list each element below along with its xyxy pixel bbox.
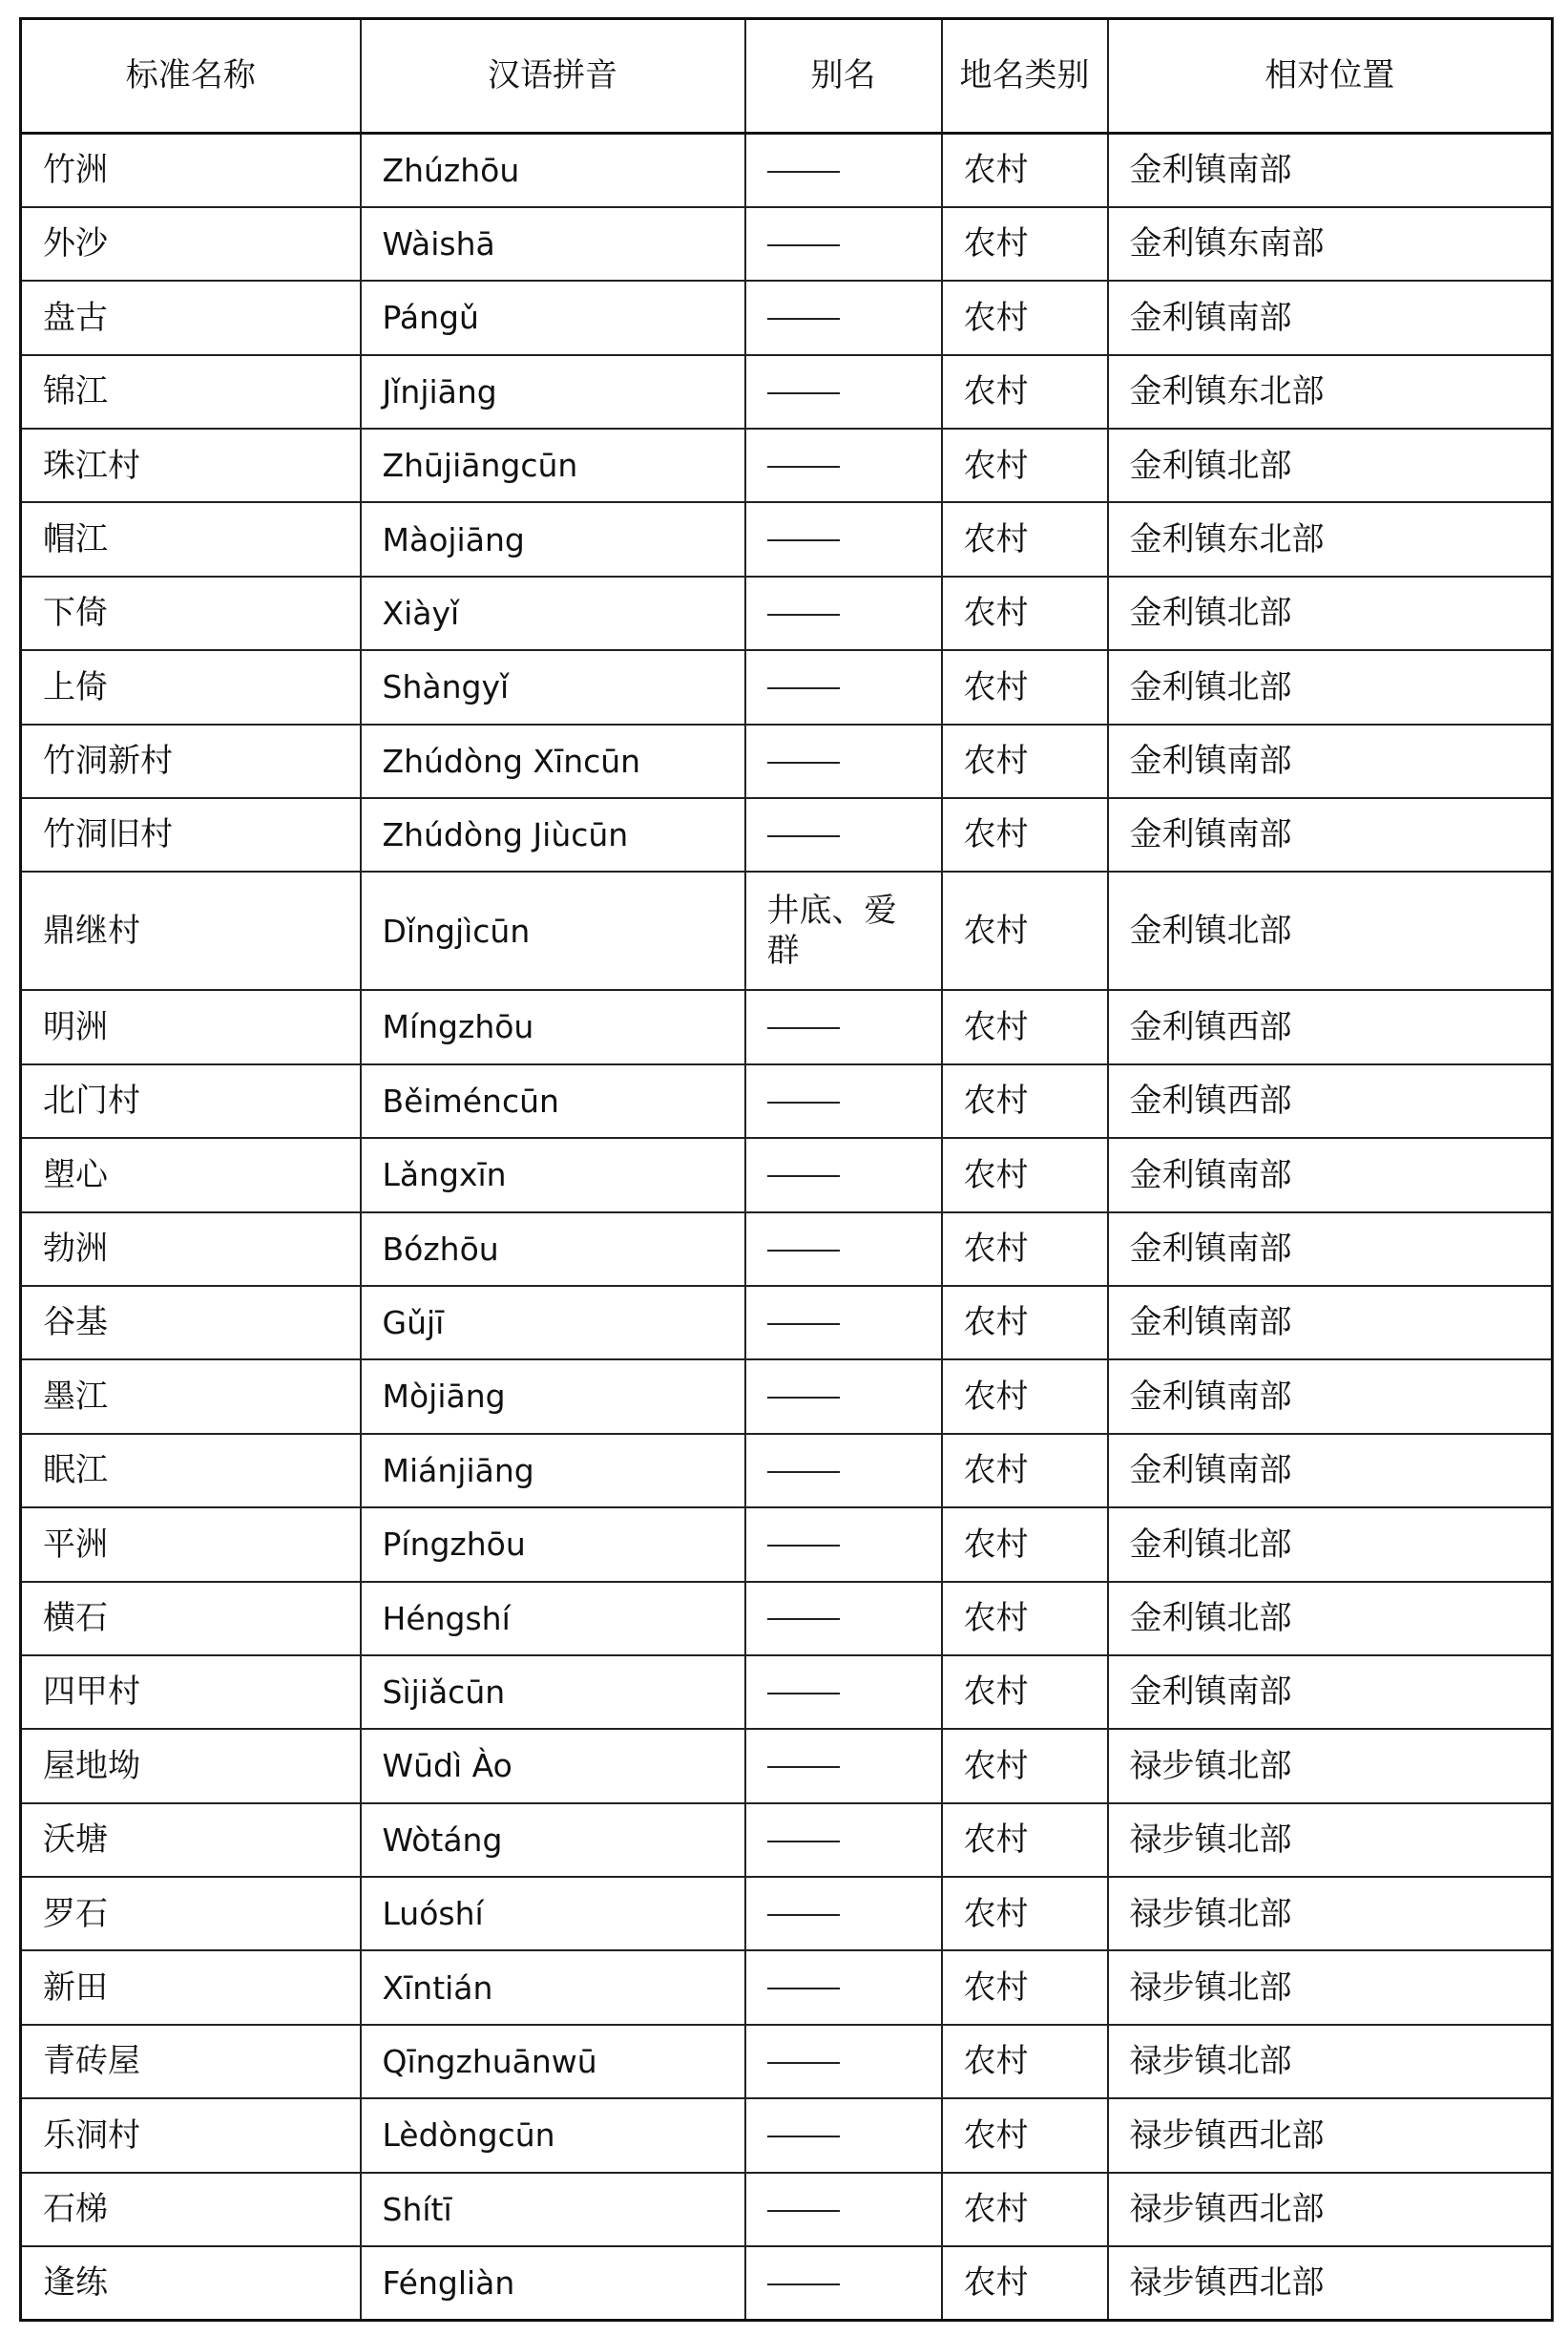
cell-standard-name: 北门村 — [21, 1064, 361, 1138]
table-row — [21, 1286, 1553, 1359]
cell-alias — [745, 502, 942, 576]
cell-category: 农村 — [942, 355, 1108, 429]
cell-pinyin: Lǎngxīn — [361, 1138, 745, 1211]
cell-pinyin: Gǔjī — [361, 1286, 745, 1359]
table-row — [21, 798, 1553, 872]
cell-pinyin: Xiàyǐ — [361, 577, 745, 650]
table-row — [21, 1359, 1553, 1433]
cell-location: 金利镇南部 — [1108, 1359, 1553, 1433]
cell-standard-name: 竹洲 — [21, 134, 361, 207]
cell-alias — [745, 650, 942, 724]
cell-category: 农村 — [942, 1582, 1108, 1655]
empty-dash — [767, 835, 840, 837]
table-row — [21, 1064, 1553, 1138]
cell-alias — [745, 798, 942, 872]
cell-pinyin: Mòjiāng — [361, 1359, 745, 1433]
cell-category: 农村 — [942, 1877, 1108, 1950]
cell-standard-name: 勃洲 — [21, 1212, 361, 1286]
table-row — [21, 1582, 1553, 1655]
cell-pinyin: Luóshí — [361, 1877, 745, 1950]
cell-category: 农村 — [942, 2173, 1108, 2246]
cell-alias — [745, 1434, 942, 1507]
cell-category: 农村 — [942, 1655, 1108, 1729]
cell-standard-name: 帽江 — [21, 502, 361, 576]
table-row — [21, 1212, 1553, 1286]
cell-pinyin: Pángǔ — [361, 281, 745, 354]
empty-dash — [767, 1102, 840, 1104]
place-name-table — [19, 17, 1554, 2322]
table-row — [21, 2025, 1553, 2098]
table-row — [21, 281, 1553, 354]
table-row — [21, 1138, 1553, 1211]
table-row — [21, 1877, 1553, 1950]
empty-dash — [767, 1323, 840, 1325]
table-row — [21, 1950, 1553, 2024]
cell-category: 农村 — [942, 1803, 1108, 1877]
cell-location: 禄步镇西北部 — [1108, 2098, 1553, 2172]
cell-alias — [745, 1655, 942, 1729]
cell-standard-name: 盘古 — [21, 281, 361, 354]
cell-standard-name: 塱心 — [21, 1138, 361, 1211]
cell-category: 农村 — [942, 2246, 1108, 2320]
table-row — [21, 1803, 1553, 1877]
cell-location: 金利镇南部 — [1108, 798, 1553, 872]
table-row — [21, 207, 1553, 281]
empty-dash — [767, 2062, 840, 2064]
cell-standard-name: 平洲 — [21, 1507, 361, 1581]
empty-dash — [767, 539, 840, 541]
cell-alias — [745, 2246, 942, 2320]
cell-location: 金利镇南部 — [1108, 281, 1553, 354]
cell-standard-name: 四甲村 — [21, 1655, 361, 1729]
cell-alias — [745, 1359, 942, 1433]
empty-dash — [767, 1618, 840, 1620]
empty-dash — [767, 1397, 840, 1399]
cell-location: 禄步镇北部 — [1108, 1803, 1553, 1877]
empty-dash — [767, 1175, 840, 1177]
cell-location: 金利镇南部 — [1108, 1434, 1553, 1507]
cell-standard-name: 锦江 — [21, 355, 361, 429]
cell-standard-name: 石梯 — [21, 2173, 361, 2246]
header-category: 地名类别 — [942, 19, 1108, 134]
cell-alias — [745, 2025, 942, 2098]
cell-category: 农村 — [942, 1064, 1108, 1138]
cell-alias: 井底、爱群 — [745, 872, 942, 990]
cell-category: 农村 — [942, 798, 1108, 872]
cell-pinyin: Shítī — [361, 2173, 745, 2246]
empty-dash — [767, 2283, 840, 2285]
cell-category: 农村 — [942, 1434, 1108, 1507]
cell-alias — [745, 1286, 942, 1359]
cell-standard-name: 外沙 — [21, 207, 361, 281]
cell-standard-name: 墨江 — [21, 1359, 361, 1433]
cell-alias — [745, 2098, 942, 2172]
cell-pinyin: Shàngyǐ — [361, 650, 745, 724]
cell-category: 农村 — [942, 1359, 1108, 1433]
cell-location: 金利镇东北部 — [1108, 355, 1553, 429]
header-location: 相对位置 — [1108, 19, 1553, 134]
cell-alias — [745, 1729, 942, 1802]
cell-standard-name: 上倚 — [21, 650, 361, 724]
cell-pinyin: Píngzhōu — [361, 1507, 745, 1581]
cell-alias — [745, 1582, 942, 1655]
cell-location: 禄步镇西北部 — [1108, 2173, 1553, 2246]
cell-location: 禄步镇北部 — [1108, 2025, 1553, 2098]
cell-location: 金利镇南部 — [1108, 1138, 1553, 1211]
header-alias: 别名 — [745, 19, 942, 134]
cell-alias — [745, 281, 942, 354]
table-row — [21, 1507, 1553, 1581]
cell-location: 禄步镇西北部 — [1108, 2246, 1553, 2320]
table-row — [21, 577, 1553, 650]
cell-alias — [745, 1507, 942, 1581]
cell-standard-name: 沃塘 — [21, 1803, 361, 1877]
table-row — [21, 355, 1553, 429]
cell-category: 农村 — [942, 1138, 1108, 1211]
cell-location: 金利镇西部 — [1108, 990, 1553, 1063]
cell-category: 农村 — [942, 2025, 1108, 2098]
table-body — [21, 134, 1553, 2321]
cell-standard-name: 明洲 — [21, 990, 361, 1063]
cell-alias — [745, 1064, 942, 1138]
empty-dash — [767, 392, 840, 394]
cell-category: 农村 — [942, 207, 1108, 281]
cell-standard-name: 竹洞新村 — [21, 725, 361, 798]
cell-alias — [745, 1877, 942, 1950]
cell-standard-name: 眠江 — [21, 1434, 361, 1507]
cell-pinyin: Míngzhōu — [361, 990, 745, 1063]
cell-category: 农村 — [942, 1729, 1108, 1802]
cell-category: 农村 — [942, 502, 1108, 576]
cell-standard-name: 青砖屋 — [21, 2025, 361, 2098]
cell-category: 农村 — [942, 429, 1108, 502]
cell-pinyin: Zhúdòng Xīncūn — [361, 725, 745, 798]
cell-standard-name: 横石 — [21, 1582, 361, 1655]
cell-category: 农村 — [942, 725, 1108, 798]
empty-dash — [767, 1693, 840, 1694]
cell-pinyin: Màojiāng — [361, 502, 745, 576]
cell-pinyin: Zhūjiāngcūn — [361, 429, 745, 502]
empty-dash — [767, 1250, 840, 1252]
header-pinyin: 汉语拼音 — [361, 19, 745, 134]
cell-alias — [745, 1803, 942, 1877]
empty-dash — [767, 762, 840, 764]
cell-alias — [745, 990, 942, 1063]
empty-dash — [767, 2136, 840, 2137]
cell-location: 金利镇北部 — [1108, 577, 1553, 650]
table-row — [21, 502, 1553, 576]
empty-dash — [767, 1766, 840, 1768]
cell-location: 金利镇北部 — [1108, 650, 1553, 724]
cell-location: 金利镇南部 — [1108, 1655, 1553, 1729]
empty-dash — [767, 466, 840, 468]
cell-standard-name: 鼎继村 — [21, 872, 361, 990]
empty-dash — [767, 1988, 840, 1989]
table-row — [21, 650, 1553, 724]
cell-alias — [745, 1138, 942, 1211]
cell-alias — [745, 2173, 942, 2246]
cell-pinyin: Zhúzhōu — [361, 134, 745, 207]
cell-pinyin: Féngliàn — [361, 2246, 745, 2320]
table-row — [21, 2098, 1553, 2172]
cell-pinyin: Dǐngjìcūn — [361, 872, 745, 990]
cell-location: 禄步镇北部 — [1108, 1729, 1553, 1802]
empty-dash — [767, 1027, 840, 1029]
table-row — [21, 134, 1553, 207]
cell-alias — [745, 577, 942, 650]
cell-category: 农村 — [942, 1212, 1108, 1286]
table-row — [21, 2246, 1553, 2320]
cell-standard-name: 新田 — [21, 1950, 361, 2024]
cell-category: 农村 — [942, 1286, 1108, 1359]
cell-alias — [745, 134, 942, 207]
cell-pinyin: Wàishā — [361, 207, 745, 281]
cell-standard-name: 乐洞村 — [21, 2098, 361, 2172]
cell-pinyin: Jǐnjiāng — [361, 355, 745, 429]
cell-standard-name: 珠江村 — [21, 429, 361, 502]
cell-pinyin: Běiméncūn — [361, 1064, 745, 1138]
cell-category: 农村 — [942, 650, 1108, 724]
cell-alias — [745, 429, 942, 502]
table-row — [21, 1729, 1553, 1802]
cell-location: 金利镇西部 — [1108, 1064, 1553, 1138]
cell-location: 金利镇北部 — [1108, 1507, 1553, 1581]
cell-location: 金利镇东北部 — [1108, 502, 1553, 576]
cell-location: 金利镇北部 — [1108, 429, 1553, 502]
cell-standard-name: 下倚 — [21, 577, 361, 650]
cell-category: 农村 — [942, 1507, 1108, 1581]
empty-dash — [767, 687, 840, 689]
table-row — [21, 872, 1553, 990]
cell-alias — [745, 1212, 942, 1286]
cell-standard-name: 逢练 — [21, 2246, 361, 2320]
cell-category: 农村 — [942, 134, 1108, 207]
cell-location: 金利镇东南部 — [1108, 207, 1553, 281]
cell-category: 农村 — [942, 990, 1108, 1063]
cell-pinyin: Qīngzhuānwū — [361, 2025, 745, 2098]
table-header — [21, 19, 1553, 134]
empty-dash — [767, 1841, 840, 1842]
cell-pinyin: Zhúdòng Jiùcūn — [361, 798, 745, 872]
cell-pinyin: Sìjiǎcūn — [361, 1655, 745, 1729]
empty-dash — [767, 2210, 840, 2212]
cell-standard-name: 罗石 — [21, 1877, 361, 1950]
cell-location: 禄步镇北部 — [1108, 1950, 1553, 2024]
empty-dash — [767, 614, 840, 616]
table-row — [21, 725, 1553, 798]
cell-category: 农村 — [942, 281, 1108, 354]
cell-location: 金利镇南部 — [1108, 1286, 1553, 1359]
empty-dash — [767, 318, 840, 320]
header-standard-name: 标准名称 — [21, 19, 361, 134]
cell-pinyin: Wūdì Ào — [361, 1729, 745, 1802]
empty-dash — [767, 1914, 840, 1916]
table-row — [21, 990, 1553, 1063]
cell-category: 农村 — [942, 1950, 1108, 2024]
cell-pinyin: Bózhōu — [361, 1212, 745, 1286]
cell-alias — [745, 207, 942, 281]
empty-dash — [767, 1545, 840, 1547]
cell-location: 金利镇南部 — [1108, 725, 1553, 798]
table-row — [21, 429, 1553, 502]
cell-alias — [745, 1950, 942, 2024]
cell-standard-name: 屋地坳 — [21, 1729, 361, 1802]
cell-pinyin: Lèdòngcūn — [361, 2098, 745, 2172]
cell-alias — [745, 355, 942, 429]
table-row — [21, 1655, 1553, 1729]
cell-alias — [745, 725, 942, 798]
empty-dash — [767, 244, 840, 246]
cell-standard-name: 谷基 — [21, 1286, 361, 1359]
cell-pinyin: Wòtáng — [361, 1803, 745, 1877]
cell-location: 金利镇南部 — [1108, 134, 1553, 207]
cell-location: 金利镇北部 — [1108, 1582, 1553, 1655]
cell-category: 农村 — [942, 872, 1108, 990]
cell-pinyin: Miánjiāng — [361, 1434, 745, 1507]
empty-dash — [767, 1471, 840, 1473]
cell-category: 农村 — [942, 2098, 1108, 2172]
table-row — [21, 2173, 1553, 2246]
header-row — [21, 19, 1553, 134]
empty-dash — [767, 171, 840, 173]
cell-location: 禄步镇北部 — [1108, 1877, 1553, 1950]
cell-location: 金利镇南部 — [1108, 1212, 1553, 1286]
table-row — [21, 1434, 1553, 1507]
cell-location: 金利镇北部 — [1108, 872, 1553, 990]
cell-pinyin: Xīntián — [361, 1950, 745, 2024]
cell-pinyin: Héngshí — [361, 1582, 745, 1655]
cell-category: 农村 — [942, 577, 1108, 650]
cell-standard-name: 竹洞旧村 — [21, 798, 361, 872]
